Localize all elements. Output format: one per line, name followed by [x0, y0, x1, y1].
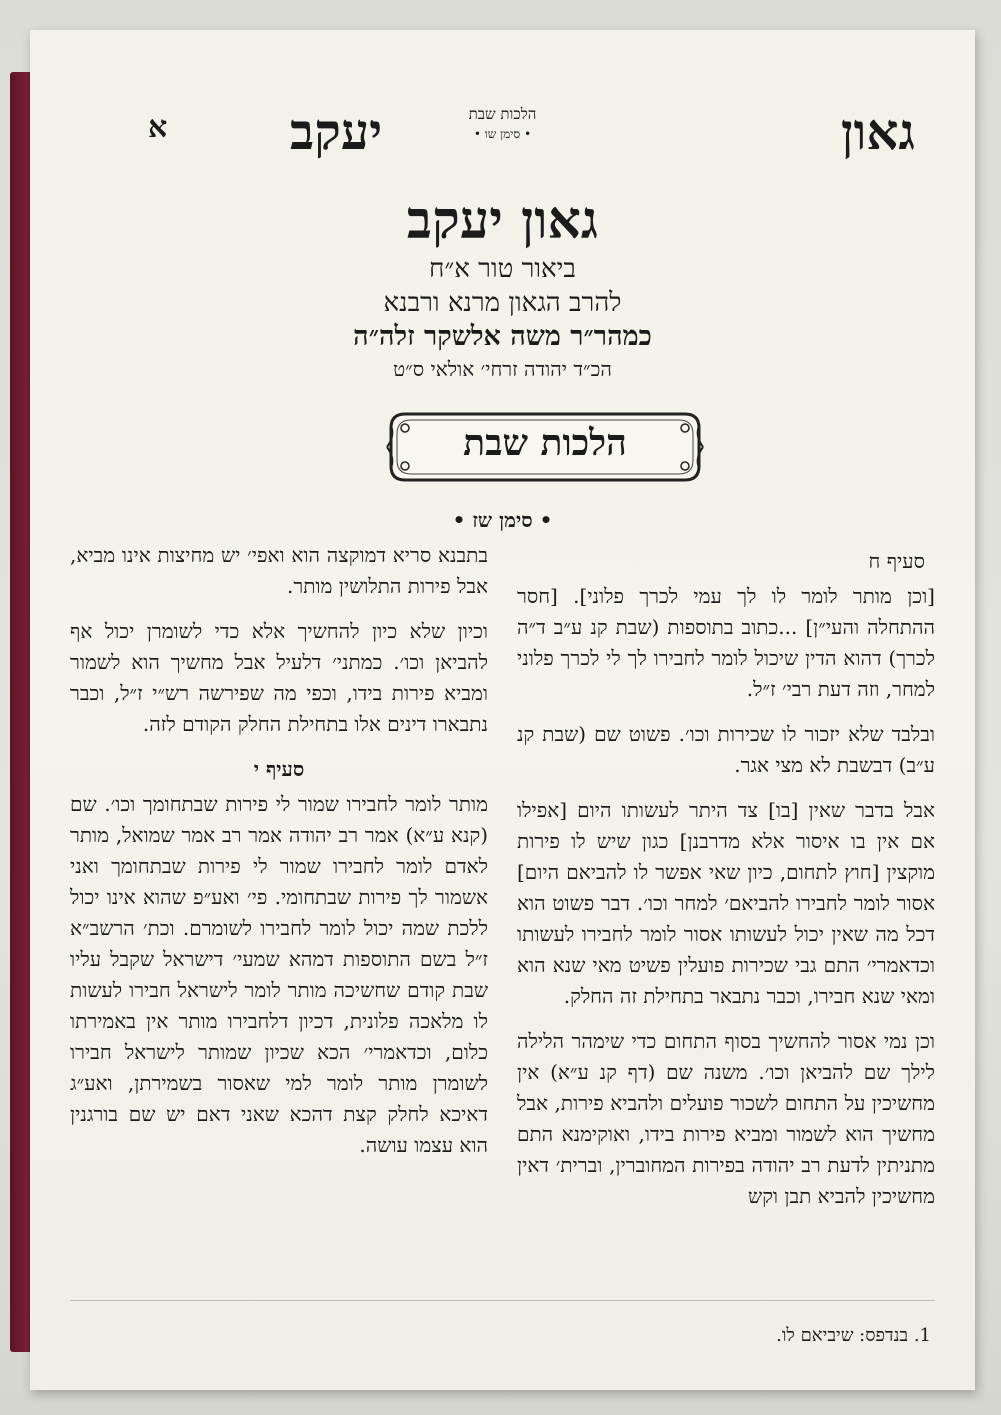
- title-author-intro: להרב הגאון מרנא ורבנא: [383, 288, 622, 318]
- right-column: [517, 540, 935, 1226]
- paragraph: אבל בדבר שאין [בו] צד היתר לעשותו היום [אפילו אם אין בו איסור אלא מדרבנן] כגון שיש לו פירות מוקצין [חוץ לתחום, כיון שאי אפשר לו להביאם היום] אסור לומר לחבירו להביאם׳ למחר וכו׳. דבר פשוט הוא דכל מה שאין יכול לעשותו אסור לומר לחבירו לעשותו וכדאמרי׳ התם גבי שכירות פועלין פשיט מאי שנא הוא ומאי שנא חבירו, וכבר נתבאר בתחילת זה החלק.: [517, 798, 935, 1008]
- paragraph: ובלבד שלא יזכור לו שכירות וכו׳. פשוט שם (שבת קנ ע״ב) דבשבת לא מצי אגר.: [517, 722, 935, 777]
- page-number: א: [148, 110, 168, 145]
- footnote: 1. בנדפס: שיביאם לו.: [776, 1325, 931, 1346]
- left-column: [70, 540, 488, 1175]
- footnote-divider: [70, 1300, 935, 1301]
- header-center: [30, 104, 975, 144]
- paragraph: מותר לומר לחבירו שמור לי פירות שבתחומך וכו׳. שם (קנא ע״א) אמר רב יהודה אמר רב אמר שמואל, מותר לאדם לומר לחבירו שמור לי פירות שבתחומך ואני אשמור לך פירות שבתחומי. פי׳ ואע״פ שהוא אינו יכול ללכת שמה יכול לומר לחבירו לשומרם. וכת׳ הרשב״א ז״ל בשם התוספות דמהא שמעי׳ דישראל שקבל עליו שבת קודם שחשיכה מותר לומר לישראל חבירו לעשות לו מלאכה פלונית, דכיון דלחבירו מותר אין באמירתו כלום, וכדאמרי׳ הכא שכיון שמותר לישראל חבירו לשומרן מותר לומר למי שאסור בשמירתן, ואע״ג דאיכא לחלק קצת דהכא שאני דאם יש שם בורגנין הוא עצמו עושה.: [70, 792, 489, 1157]
- title-editor: הכ״ד יהודה זרחי׳ אולאי ס״ט: [393, 357, 612, 381]
- siman-heading: • סימן שז •: [452, 508, 553, 532]
- header-section: הלכות שבת: [468, 105, 537, 123]
- header-right-word: גאון: [840, 102, 915, 161]
- book-title: גאון יעקב: [406, 190, 599, 251]
- seif-label: סעיף ח: [868, 549, 925, 573]
- text-columns: [70, 540, 935, 1280]
- title-author-name: כמהר״ר משה אלשקר זלה״ה: [353, 321, 652, 352]
- paragraph: וכיון שלא כיון להחשיך אלא כדי לשומרן יכול אף להביאן וכו׳. כמתני׳ דלעיל אבל מחשיך הוא לשמור ומביא פירות בידו, וכפי מה שפירשה רש״י ז״ל, וכבר נתבארו דינים אלו בתחילת החלק הקודם לזה.: [70, 619, 488, 736]
- paragraph: וכן נמי אסור להחשיך בסוף התחום כדי שימהר הלילה לילך שם להביאן וכו׳. משנה שם (דף קנ ע״א) אין מחשיכין על התחום לשכור פועלים ולהביא פירות, אבל מחשיך הוא לשמור ומביא פירות בידו, ואוקימנא התם מתניתין לדעת רב יהודה בפירות המחוברין, וברית׳ דאין מחשיכין להביא תבן וקש: [517, 1029, 935, 1208]
- header-siman: • סימן שו •: [473, 127, 532, 141]
- section-title-frame: [385, 408, 705, 486]
- paragraph: [וכן מותר לומר לו לך עמי לכרך פלוני]. [חסר ההתחלה והעי״ן] ...כתוב בתוספות (שבת קנ ע״ב ד״ה לכרך) דהוא הדין שיכול לומר לחבירו לך לי לכרך פלוני למחר, וזה דעת רבי׳ ז״ל.: [517, 584, 935, 701]
- title-subtitle: ביאור טור א״ח: [429, 254, 576, 284]
- book-page: [30, 30, 975, 1390]
- title-block: [30, 190, 975, 384]
- section-title: הלכות שבת: [463, 422, 627, 464]
- running-header: [30, 102, 975, 162]
- paragraph: בתבנא סריא דמוקצה הוא ואפי׳ יש מחיצות אינו מביא, אבל פירות התלושין מותר.: [70, 543, 488, 598]
- header-left-word: יעקב: [290, 102, 383, 161]
- seif-label: סעיף י: [253, 757, 305, 781]
